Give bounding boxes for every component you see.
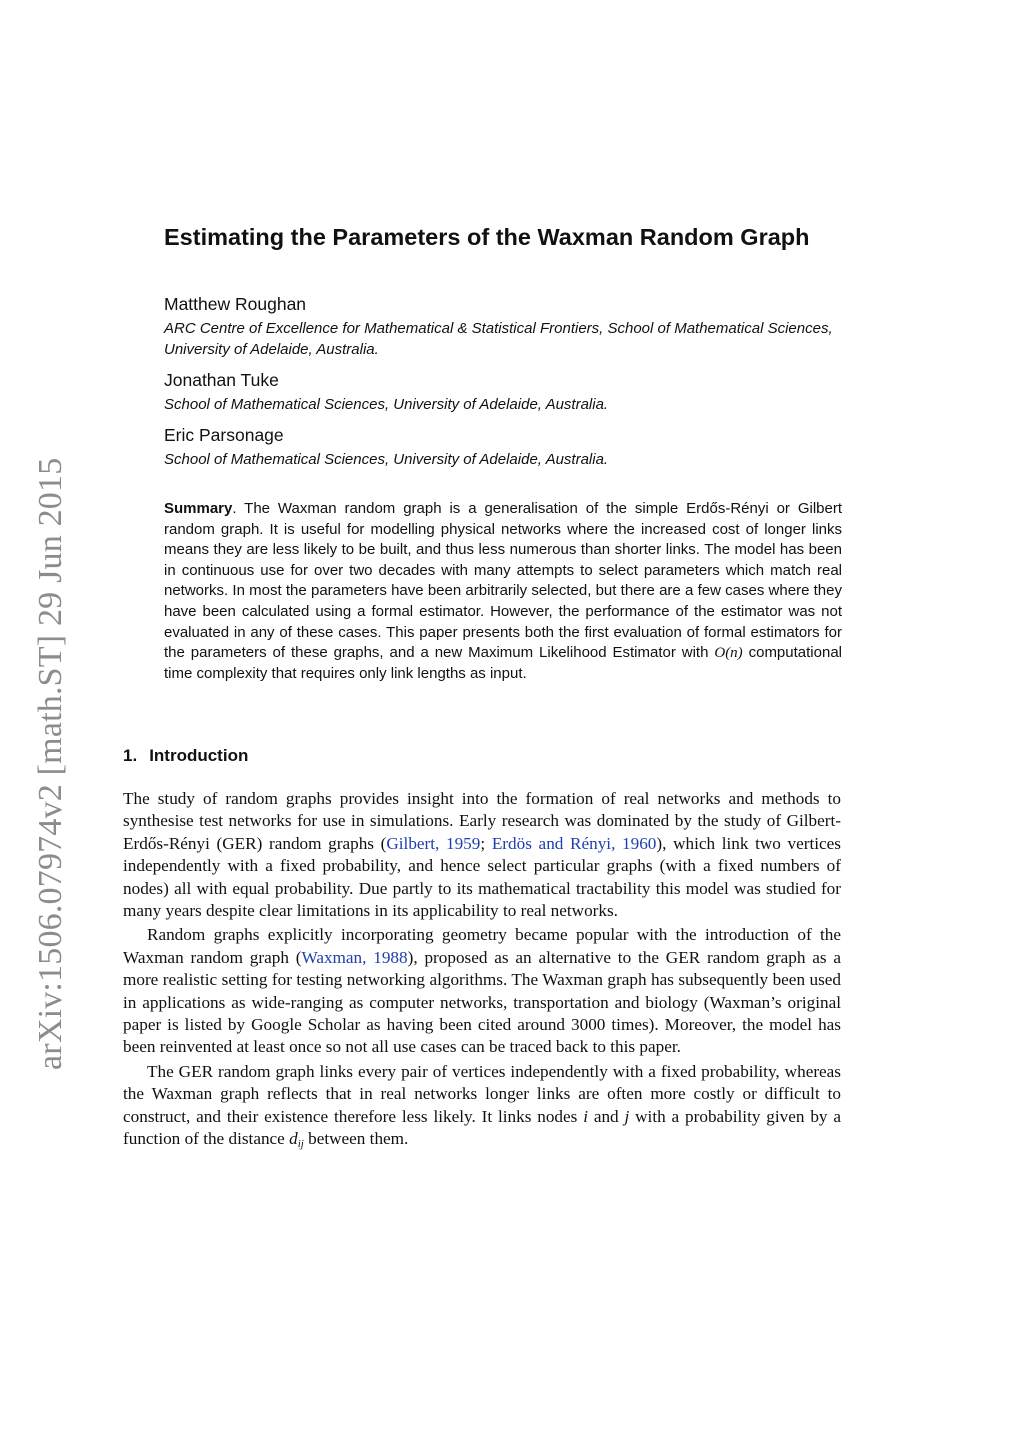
introduction-body <box>123 788 841 1151</box>
author-affiliation-1: ARC Centre of Excellence for Mathematical & Statistical Frontiers, School of Mathematical Sciences, University of Adelaide, Australia. <box>164 320 833 358</box>
author-affiliation-3: School of Mathematical Sciences, University of Adelaide, Australia. <box>164 451 609 468</box>
paragraph-3-text-mid-2: with a probability given by a function of the distance <box>123 1106 842 1149</box>
paragraph-2-text-b: ), proposed as an alternative to the GER random graph as a more realistic setting for testing networking algorithms. The Waxman graph has subsequently been used in applications as wide-ranging as computer networks, transportation and biology (Waxman’s original paper is listed by Google Scholar as having been cited around 3000 times). Moreover, the model has been reinvented at least once so not all use cases can be traced back to this paper. <box>123 947 841 1057</box>
paragraph-3 <box>123 1061 841 1151</box>
section-heading-introduction <box>123 746 248 766</box>
paragraph-1-text-a: The study of random graphs provides insight into the formation of real networks and methods to synthesise test networks for use in simulations. Early research was dominated by the study of Gilbert-Erdős-Rényi (GER) random graphs ( <box>123 789 841 853</box>
section-title: Introduction <box>149 746 249 765</box>
section-number: 1. <box>123 746 138 765</box>
author-name-3: Eric Parsonage <box>164 425 284 445</box>
arxiv-identifier-stamp: arXiv:1506.07974v2 [math.ST] 29 Jun 2015 <box>32 457 69 1070</box>
paragraph-2-text-a: Random graphs explicitly incorporating geometry became popular with the introduction of the Waxman random graph ( <box>123 925 841 967</box>
citation-gilbert-1959[interactable]: Gilbert, 1959 <box>386 833 481 853</box>
variable-i: i <box>583 1106 588 1126</box>
paragraph-3-text-a: The GER random graph links every pair of vertices independently with a fixed probability, whereas the Waxman graph reflects that in real networks longer links are often more costly or difficult to construct, and their existence therefore less likely. It links nodes <box>123 1061 841 1126</box>
paragraph-2 <box>123 924 841 1058</box>
paragraph-3-text-b: between them. <box>303 1129 409 1149</box>
summary-label: Summary <box>164 500 233 517</box>
author-affiliation-2: School of Mathematical Sciences, University of Adelaide, Australia. <box>164 396 609 413</box>
paragraph-3-text-mid-1: and <box>587 1106 625 1126</box>
summary-text-part-2: computational time complexity that requires only link lengths as input. <box>164 644 842 682</box>
variable-j: j <box>624 1106 630 1126</box>
abstract-summary <box>164 499 842 684</box>
author-name-2: Jonathan Tuke <box>164 370 279 390</box>
paragraph-1-text-b: ), which link two vertices independently with a fixed probability, and hence select particular graphs (with a fixed numbers of nodes) all with equal probability. Due partly to its mathematical tractability this model was studied for many years despite clear limitations in its applicability to real networks. <box>123 833 841 921</box>
paragraph-1 <box>123 788 841 922</box>
summary-text-part-1: . The Waxman random graph is a generalisation of the simple Erdős-Rényi or Gilbert random graph. It is useful for modelling physical networks where the increased cost of longer links means they are less likely to be built, and thus less numerous than shorter links. The model has been in continuous use for over two decades with many attempts to select parameters which match real networks. In most the parameters have been arbitrarily selected, but there are a few cases where they have been calculated using a formal estimator. However, the performance of the estimator was not evaluated in any of these cases. This paper presents both the first evaluation of formal estimators for the parameters of these graphs, and a new Maximum Likelihood Estimator with <box>164 500 842 662</box>
citation-separator: ; <box>480 833 492 853</box>
citation-waxman-1988[interactable]: Waxman, 1988 <box>301 947 408 967</box>
author-block <box>164 292 854 478</box>
author-name-1: Matthew Roughan <box>164 294 307 314</box>
variable-d-subscript: ij <box>297 1138 304 1151</box>
variable-d: d <box>289 1129 298 1149</box>
citation-erdos-renyi-1960[interactable]: Erdös and Rényi, 1960 <box>491 833 657 853</box>
paper-title: Estimating the Parameters of the Waxman Random Graph <box>164 224 810 250</box>
complexity-math: O(n) <box>714 645 743 662</box>
